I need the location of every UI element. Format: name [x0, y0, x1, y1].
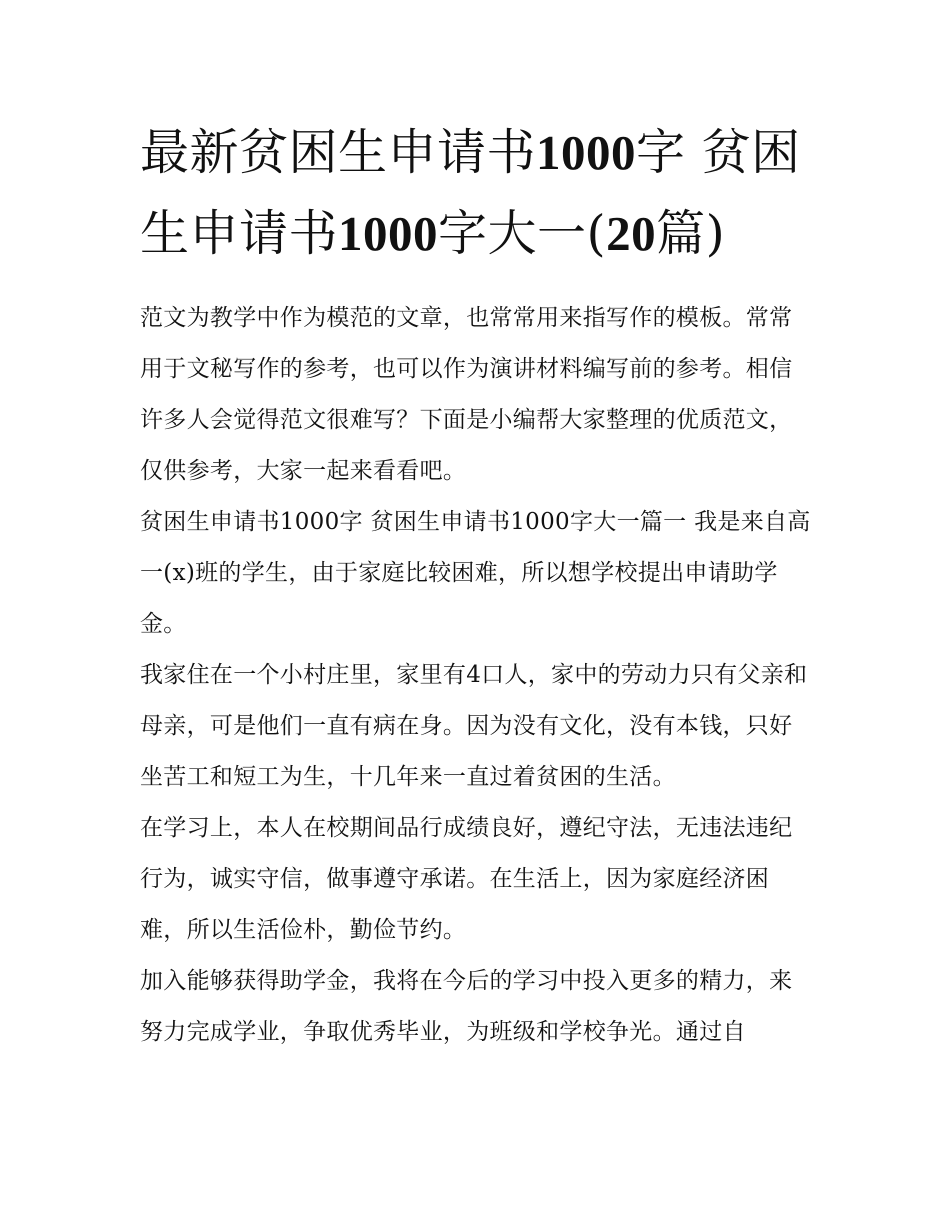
intro-paragraph: 范文为教学中作为模范的文章，也常常用来指写作的模板。常常用于文秘写作的参考，也可以作为演讲材料编写前的参考。相信许多人会觉得范文很难写？下面是小编帮大家整理的优质范文，仅供参考，大家一起来看看吧。 [140, 305, 793, 484]
document-body [140, 293, 812, 1058]
title-text: 篇) [656, 205, 726, 262]
body-paragraph: 贫困生申请书1000字 贫困生申请书1000字大一篇一 我是来自高一(x)班的学生，由于家庭比较困难，所以想学校提出申请助学金。 [140, 509, 811, 637]
title-number: 20 [606, 206, 657, 261]
body-paragraph: 加入能够获得助学金，我将在今后的学习中投入更多的精力，来努力完成学业，争取优秀毕业，为班级和学校争光。通过自 [140, 968, 793, 1045]
body-paragraph: 我家住在一个小村庄里，家里有4口人，家中的劳动力只有父亲和母亲，可是他们一直有病在身。因为没有文化，没有本钱，只好坐苦工和短工为生，十几年来一直过着贫困的生活。 [140, 662, 808, 790]
title-number: 1000 [338, 206, 439, 261]
title-text: 字大一( [438, 205, 607, 262]
document-title [140, 112, 812, 274]
title-text: 字 贫困生申请书 [140, 124, 801, 262]
title-text: 最新贫困生申请书 [140, 124, 537, 181]
document-page [140, 112, 812, 1058]
title-number: 1000 [536, 125, 637, 180]
body-paragraph: 在学习上，本人在校期间品行成绩良好，遵纪守法，无违法违纪行为，诚实守信，做事遵守承诺。在生活上，因为家庭经济困难，所以生活俭朴，勤俭节约。 [140, 815, 793, 943]
